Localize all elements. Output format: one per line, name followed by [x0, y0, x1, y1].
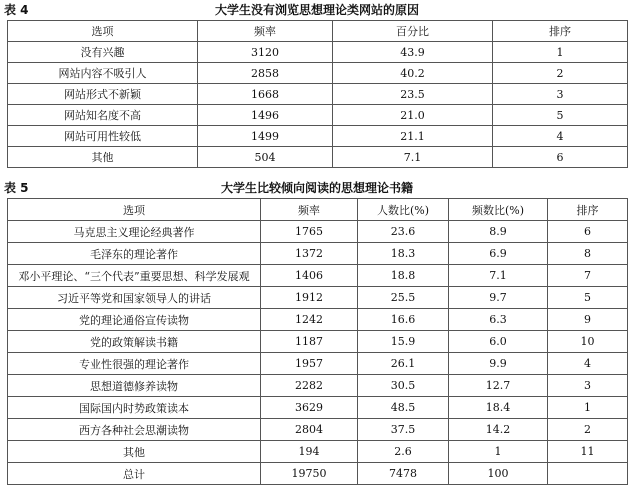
- row-value-cell: 1499: [198, 126, 333, 147]
- table-5-row: [8, 309, 628, 331]
- row-value-cell: 6.3: [449, 309, 548, 331]
- row-option-cell: 网站知名度不高: [8, 105, 198, 126]
- row-value-cell: 3: [548, 375, 628, 397]
- row-option-cell: 国际国内时势政策读本: [8, 397, 261, 419]
- row-value-cell: 5: [493, 105, 628, 126]
- table-4-row: [8, 84, 628, 105]
- table-5-header-row: [8, 199, 628, 221]
- row-value-cell: 1187: [261, 331, 358, 353]
- row-value-cell: 21.1: [333, 126, 493, 147]
- table-5-row: [8, 441, 628, 463]
- row-value-cell: 7.1: [333, 147, 493, 168]
- table-5-header-cell: 人数比(%): [358, 199, 449, 221]
- row-value-cell: 16.6: [358, 309, 449, 331]
- table-4-row: [8, 63, 628, 84]
- table-5-header-cell: 排序: [548, 199, 628, 221]
- table-5-row: [8, 463, 628, 485]
- row-option-cell: 党的政策解读书籍: [8, 331, 261, 353]
- table-5-header-cell: 频率: [261, 199, 358, 221]
- table-5-row: [8, 221, 628, 243]
- row-value-cell: 3120: [198, 42, 333, 63]
- row-value-cell: 1765: [261, 221, 358, 243]
- table-4-row: [8, 147, 628, 168]
- table-4-header-cell: 频率: [198, 21, 333, 42]
- table-5-block: [0, 180, 634, 485]
- row-option-cell: 总计: [8, 463, 261, 485]
- row-option-cell: 西方各种社会思潮读物: [8, 419, 261, 441]
- table-4-caption: [0, 2, 634, 20]
- row-value-cell: 504: [198, 147, 333, 168]
- row-option-cell: 思想道德修养读物: [8, 375, 261, 397]
- row-value-cell: 1668: [198, 84, 333, 105]
- table-4-header-row: [8, 21, 628, 42]
- row-value-cell: 2: [548, 419, 628, 441]
- table-5-header-cell: 选项: [8, 199, 261, 221]
- row-value-cell: 14.2: [449, 419, 548, 441]
- row-value-cell: 18.3: [358, 243, 449, 265]
- row-value-cell: 1912: [261, 287, 358, 309]
- row-value-cell: 26.1: [358, 353, 449, 375]
- table-5-row: [8, 353, 628, 375]
- row-value-cell: 6.0: [449, 331, 548, 353]
- table-5-body: [8, 221, 628, 485]
- table-4-row: [8, 126, 628, 147]
- table-5-label: 表 5: [4, 181, 29, 195]
- table-4-block: [0, 2, 634, 168]
- table-4-row: [8, 105, 628, 126]
- table-5-header-cell: 频数比(%): [449, 199, 548, 221]
- row-value-cell: 1242: [261, 309, 358, 331]
- table-4-header-cell: 选项: [8, 21, 198, 42]
- row-value-cell: 30.5: [358, 375, 449, 397]
- row-value-cell: 15.9: [358, 331, 449, 353]
- table-4-label: 表 4: [4, 3, 29, 17]
- row-value-cell: 6.9: [449, 243, 548, 265]
- table-4-header-cell: 百分比: [333, 21, 493, 42]
- table-5-row: [8, 243, 628, 265]
- table-5-row: [8, 419, 628, 441]
- row-value-cell: 9.7: [449, 287, 548, 309]
- row-value-cell: 6: [548, 221, 628, 243]
- table-4-row: [8, 42, 628, 63]
- row-value-cell: 2804: [261, 419, 358, 441]
- row-value-cell: 1: [493, 42, 628, 63]
- table-4: [7, 20, 628, 168]
- row-value-cell: 40.2: [333, 63, 493, 84]
- table-5-caption: [0, 180, 634, 198]
- row-value-cell: 21.0: [333, 105, 493, 126]
- row-value-cell: 48.5: [358, 397, 449, 419]
- row-option-cell: 其他: [8, 147, 198, 168]
- row-value-cell: 19750: [261, 463, 358, 485]
- row-value-cell: 18.8: [358, 265, 449, 287]
- row-option-cell: 毛泽东的理论著作: [8, 243, 261, 265]
- table-5-title: 大学生比较倾向阅读的思想理论书籍: [220, 181, 413, 195]
- table-4-header-cell: 排序: [493, 21, 628, 42]
- table-5-row: [8, 397, 628, 419]
- row-value-cell: 7478: [358, 463, 449, 485]
- row-value-cell: 23.6: [358, 221, 449, 243]
- row-value-cell: 23.5: [333, 84, 493, 105]
- row-option-cell: 没有兴趣: [8, 42, 198, 63]
- row-value-cell: 2: [493, 63, 628, 84]
- table-4-body: [8, 42, 628, 168]
- row-value-cell: 2858: [198, 63, 333, 84]
- row-option-cell: 网站形式不新颖: [8, 84, 198, 105]
- row-value-cell: 37.5: [358, 419, 449, 441]
- row-option-cell: 党的理论通俗宣传读物: [8, 309, 261, 331]
- row-value-cell: 25.5: [358, 287, 449, 309]
- row-value-cell: 10: [548, 331, 628, 353]
- table-5-row: [8, 287, 628, 309]
- row-value-cell: 1406: [261, 265, 358, 287]
- row-option-cell: 专业性很强的理论著作: [8, 353, 261, 375]
- table-4-title: 大学生没有浏览思想理论类网站的原因: [214, 3, 419, 17]
- row-value-cell: 5: [548, 287, 628, 309]
- row-value-cell: 2282: [261, 375, 358, 397]
- row-value-cell: [548, 463, 628, 485]
- row-value-cell: 8.9: [449, 221, 548, 243]
- row-value-cell: 100: [449, 463, 548, 485]
- row-value-cell: 43.9: [333, 42, 493, 63]
- row-value-cell: 3629: [261, 397, 358, 419]
- row-value-cell: 1: [548, 397, 628, 419]
- table-5-row: [8, 375, 628, 397]
- row-value-cell: 1957: [261, 353, 358, 375]
- table-5: [7, 198, 628, 485]
- row-option-cell: 邓小平理论、“三个代表”重要思想、科学发展观: [8, 265, 261, 287]
- row-option-cell: 其他: [8, 441, 261, 463]
- row-value-cell: 3: [493, 84, 628, 105]
- row-value-cell: 9: [548, 309, 628, 331]
- row-value-cell: 12.7: [449, 375, 548, 397]
- row-value-cell: 2.6: [358, 441, 449, 463]
- row-value-cell: 7.1: [449, 265, 548, 287]
- row-option-cell: 马克思主义理论经典著作: [8, 221, 261, 243]
- row-value-cell: 11: [548, 441, 628, 463]
- row-value-cell: 4: [493, 126, 628, 147]
- row-option-cell: 习近平等党和国家领导人的讲话: [8, 287, 261, 309]
- row-value-cell: 9.9: [449, 353, 548, 375]
- row-value-cell: 1: [449, 441, 548, 463]
- row-value-cell: 4: [548, 353, 628, 375]
- row-option-cell: 网站内容不吸引人: [8, 63, 198, 84]
- row-value-cell: 18.4: [449, 397, 548, 419]
- table-5-row: [8, 265, 628, 287]
- table-5-row: [8, 331, 628, 353]
- row-value-cell: 6: [493, 147, 628, 168]
- row-value-cell: 7: [548, 265, 628, 287]
- row-value-cell: 1372: [261, 243, 358, 265]
- row-option-cell: 网站可用性较低: [8, 126, 198, 147]
- row-value-cell: 8: [548, 243, 628, 265]
- row-value-cell: 1496: [198, 105, 333, 126]
- row-value-cell: 194: [261, 441, 358, 463]
